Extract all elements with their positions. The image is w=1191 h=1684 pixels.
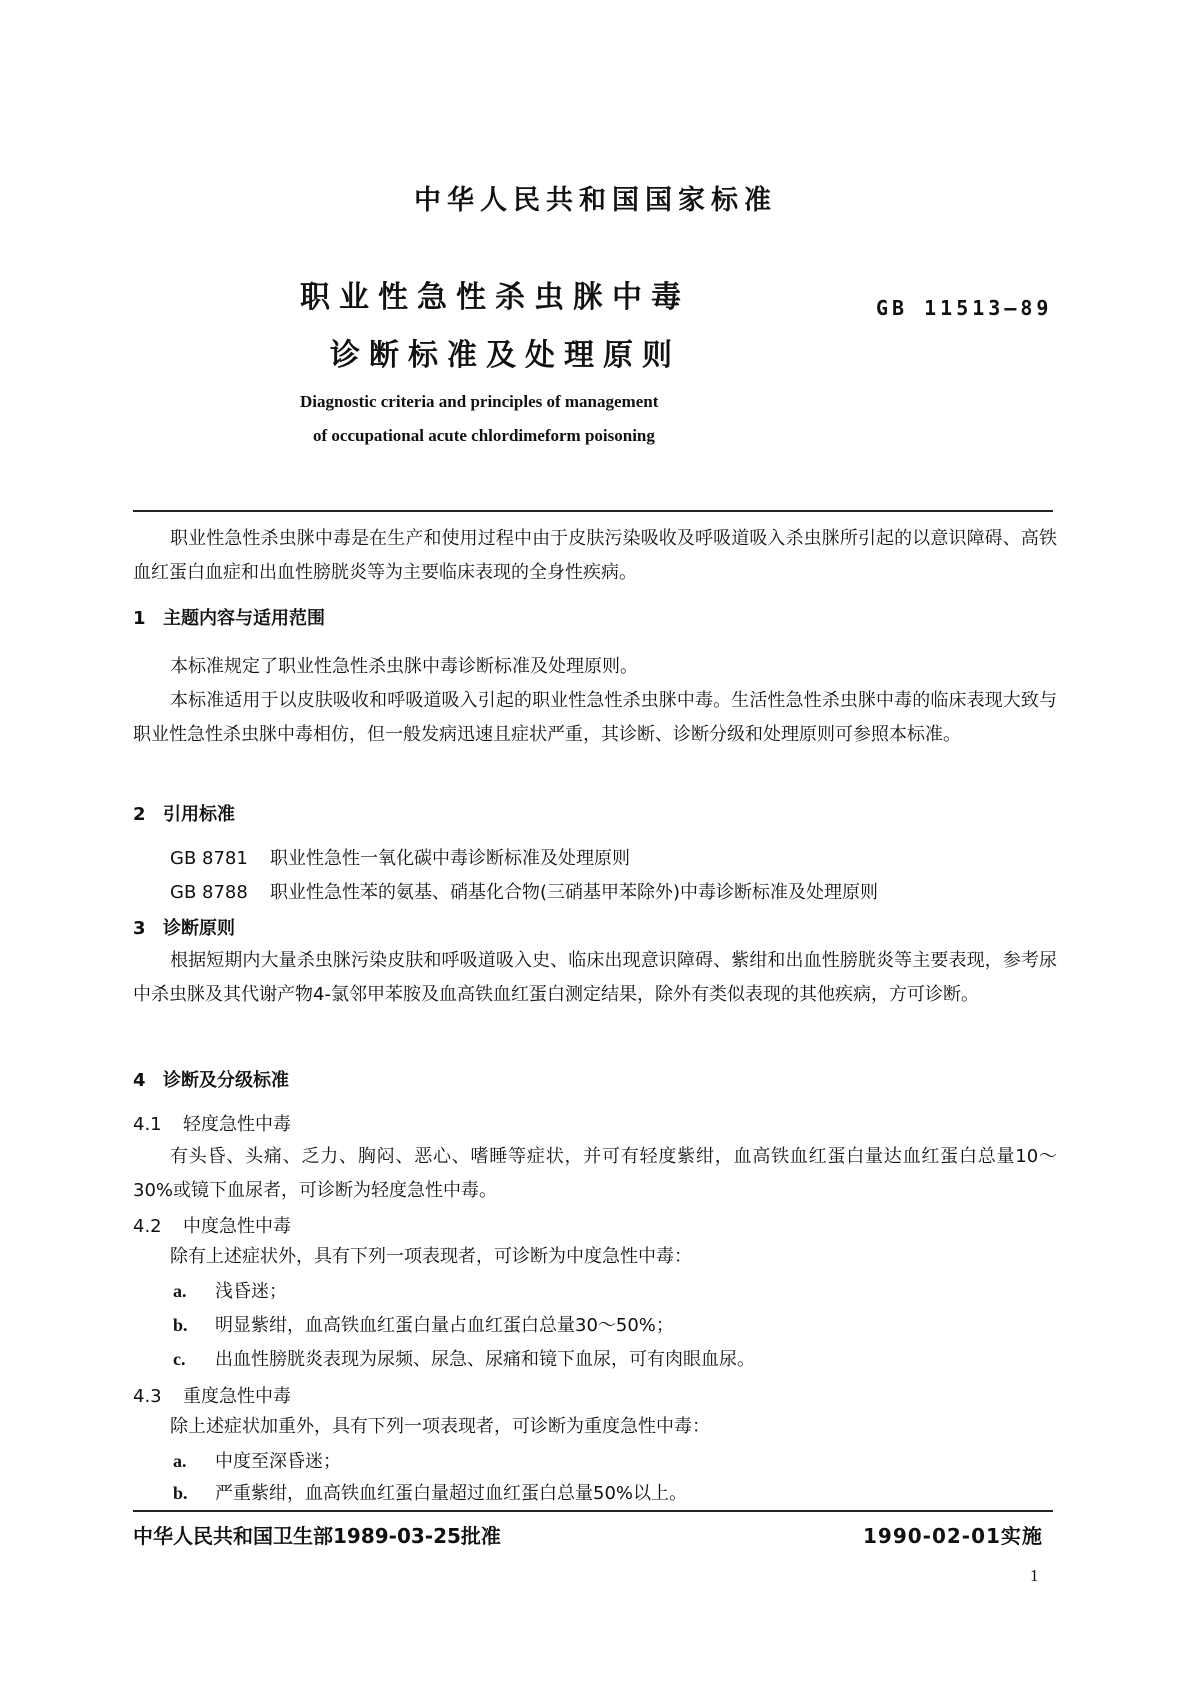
section-title: 诊断原则 (163, 918, 235, 939)
section-3-paragraph: 根据短期内大量杀虫脒污染皮肤和呼吸道吸入史、临床出现意识障碍、紫绀和出血性膀胱炎等主要表现，参考尿中杀虫脒及其代谢产物4-氯邻甲苯胺及血高铁血红蛋白测定结果，除外有类似表现的其他疾病，方可诊断。 (133, 950, 1057, 1005)
section-title: 诊断及分级标准 (163, 1070, 289, 1091)
list-item-text: 中度至深昏迷； (215, 1451, 341, 1472)
reference-item (170, 876, 878, 910)
section-3-heading (133, 914, 235, 940)
list-item-label: b. (173, 1483, 188, 1503)
subsection-4-3-heading (133, 1382, 291, 1408)
page-number: 1 (1030, 1566, 1039, 1585)
section-1-paragraph-2: 本标准适用于以皮肤吸收和呼吸道吸入引起的职业性急性杀虫脒中毒。生活性急性杀虫脒中毒的临床表现大致与职业性急性杀虫脒中毒相仿，但一般发病迅速且症状严重，其诊断、诊断分级和处理原则可参照本标准。 (133, 690, 1057, 745)
reference-title: 职业性急性一氧化碳中毒诊断标准及处理原则 (270, 848, 630, 869)
subsection-title: 重度急性中毒 (183, 1386, 291, 1407)
list-item-label: b. (173, 1315, 188, 1335)
list-item (173, 1342, 755, 1377)
national-standard-heading: 中华人民共和国国家标准 (414, 185, 777, 216)
reference-item (170, 842, 630, 876)
standard-number: GB 11513—89 (876, 296, 1053, 320)
bottom-divider (133, 1510, 1053, 1512)
implementation-date: 1990-02-01实施 (863, 1524, 1043, 1548)
top-divider (133, 510, 1053, 512)
section-2-heading (133, 800, 235, 826)
english-title-line-2: of occupational acute chlordimeform poisoning (313, 426, 655, 445)
list-item-label: c. (173, 1349, 186, 1369)
list-item (173, 1308, 674, 1343)
subsection-4-2-heading (133, 1212, 291, 1238)
intro-paragraph: 职业性急性杀虫脒中毒是在生产和使用过程中由于皮肤污染吸收及呼吸道吸入杀虫脒所引起的以意识障碍、高铁血红蛋白血症和出血性膀胱炎等为主要临床表现的全身性疾病。 (133, 528, 1057, 583)
list-item (173, 1274, 287, 1309)
section-number: 2 (133, 804, 146, 825)
subsection-title: 轻度急性中毒 (183, 1114, 291, 1135)
reference-title: 职业性急性苯的氨基、硝基化合物(三硝基甲苯除外)中毒诊断标准及处理原则 (270, 882, 879, 903)
section-number: 4 (133, 1070, 146, 1091)
list-item-text: 明显紫绀，血高铁血红蛋白量占血红蛋白总量30～50%； (215, 1315, 674, 1336)
reference-code: GB 8781 (170, 848, 248, 869)
subsection-number: 4.1 (133, 1114, 162, 1135)
list-item (173, 1476, 687, 1511)
list-item-label: a. (173, 1281, 187, 1301)
subsection-4-1-heading (133, 1110, 291, 1136)
list-item-text: 浅昏迷； (215, 1281, 287, 1302)
section-number: 1 (133, 608, 146, 629)
subsection-title: 中度急性中毒 (183, 1216, 291, 1237)
section-number: 3 (133, 918, 146, 939)
list-item-label: a. (173, 1451, 187, 1471)
subsection-4-1-text: 有头昏、头痛、乏力、胸闷、恶心、嗜睡等症状，并可有轻度紫绀，血高铁血红蛋白量达血红蛋白总量10～30%或镜下血尿者，可诊断为轻度急性中毒。 (133, 1146, 1057, 1201)
english-title-line-1: Diagnostic criteria and principles of management (300, 392, 659, 411)
subsection-4-2-lead: 除有上述症状外，具有下列一项表现者，可诊断为中度急性中毒： (170, 1246, 692, 1267)
section-4-heading (133, 1066, 289, 1092)
title-line-1: 职业性急性杀虫脒中毒 (300, 280, 690, 315)
list-item-text: 出血性膀胱炎表现为尿频、尿急、尿痛和镜下血尿，可有肉眼血尿。 (215, 1349, 755, 1370)
list-item-text: 严重紫绀，血高铁血红蛋白量超过血红蛋白总量50%以上。 (215, 1483, 688, 1504)
subsection-number: 4.2 (133, 1216, 162, 1237)
title-line-2: 诊断标准及处理原则 (330, 338, 681, 373)
approval-statement: 中华人民共和国卫生部1989-03-25批准 (133, 1524, 501, 1548)
subsection-4-3-lead: 除上述症状加重外，具有下列一项表现者，可诊断为重度急性中毒： (170, 1416, 710, 1437)
list-item (173, 1444, 341, 1479)
section-1-heading (133, 604, 325, 630)
section-title: 主题内容与适用范围 (163, 608, 325, 629)
reference-code: GB 8788 (170, 882, 248, 903)
subsection-number: 4.3 (133, 1386, 162, 1407)
section-1-paragraph-1: 本标准规定了职业性急性杀虫脒中毒诊断标准及处理原则。 (170, 656, 638, 677)
section-title: 引用标准 (163, 804, 235, 825)
